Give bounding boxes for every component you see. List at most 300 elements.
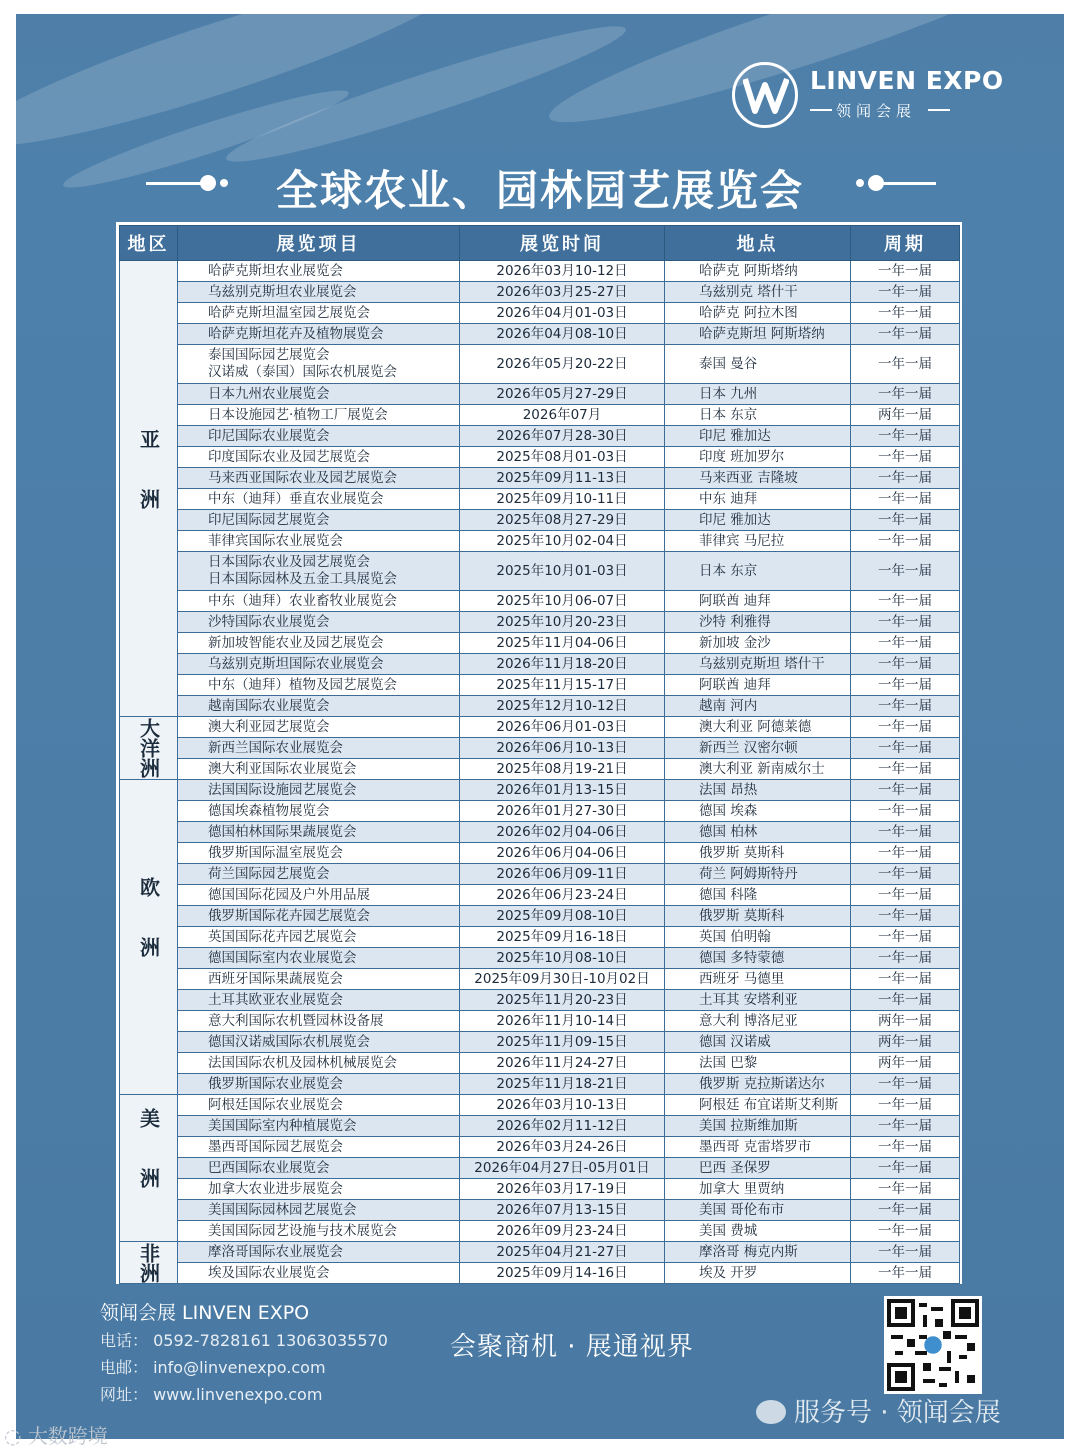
- date-cell: 2026年01月27-30日: [460, 801, 665, 822]
- cycle-cell: 一年一届: [851, 717, 960, 738]
- cycle-cell: 一年一届: [851, 1263, 960, 1284]
- table-row: [120, 1221, 960, 1242]
- project-name: 哈萨克斯坦温室园艺展览会: [208, 304, 370, 321]
- table-row: [120, 1053, 960, 1074]
- project-cell: [178, 780, 460, 801]
- watermark: ◌ 大数跨境: [4, 1424, 108, 1448]
- cycle-cell: 一年一届: [851, 552, 960, 591]
- project-cell: [178, 927, 460, 948]
- cycle-cell: 一年一届: [851, 384, 960, 405]
- date-cell: 2026年07月28-30日: [460, 426, 665, 447]
- loc-cell: 德国 多特蒙德: [665, 948, 851, 969]
- table-row: [120, 303, 960, 324]
- project-cell: [178, 633, 460, 654]
- cycle-cell: 两年一届: [851, 405, 960, 426]
- date-cell: 2025年09月30日-10月02日: [460, 969, 665, 990]
- header-region: 地区: [120, 226, 178, 261]
- date-cell: 2026年06月09-11日: [460, 864, 665, 885]
- project-cell: [178, 1179, 460, 1200]
- table-row: [120, 948, 960, 969]
- header-date: 展览时间: [460, 226, 665, 261]
- table-row: [120, 780, 960, 801]
- project-cell: [178, 696, 460, 717]
- cycle-cell: 一年一届: [851, 906, 960, 927]
- cycle-cell: 一年一届: [851, 1095, 960, 1116]
- project-name: 法国国际农机及园林机械展览会: [208, 1054, 397, 1071]
- loc-cell: 印度 班加罗尔: [665, 447, 851, 468]
- table-row: [120, 591, 960, 612]
- loc-cell: 沙特 利雅得: [665, 612, 851, 633]
- project-name: 美国国际园艺设施与技术展览会: [208, 1222, 397, 1239]
- loc-cell: 加拿大 里贾纳: [665, 1179, 851, 1200]
- header-project: 展览项目: [178, 226, 460, 261]
- table-row: [120, 864, 960, 885]
- table-row: [120, 885, 960, 906]
- loc-cell: 阿根廷 布宜诺斯艾利斯: [665, 1095, 851, 1116]
- project-name: 德国柏林国际果蔬展览会: [208, 823, 357, 840]
- project-cell: [178, 1053, 460, 1074]
- project-name: 印尼国际园艺展览会: [208, 511, 330, 528]
- loc-cell: 德国 科隆: [665, 885, 851, 906]
- cycle-cell: 一年一届: [851, 1158, 960, 1179]
- table-row: [120, 906, 960, 927]
- project-name: 中东（迪拜）农业畜牧业展览会: [208, 592, 397, 609]
- table-row: [120, 717, 960, 738]
- cycle-cell: 一年一届: [851, 927, 960, 948]
- loc-cell: 法国 昂热: [665, 780, 851, 801]
- date-cell: 2026年11月10-14日: [460, 1011, 665, 1032]
- project-name: 西班牙国际果蔬展览会: [208, 970, 343, 987]
- project-cell: [178, 1074, 460, 1095]
- project-cell: [178, 1263, 460, 1284]
- cycle-cell: 一年一届: [851, 759, 960, 780]
- exhibition-table: [116, 222, 962, 1284]
- region-cell: 非洲: [120, 1242, 178, 1284]
- date-cell: 2026年11月24-27日: [460, 1053, 665, 1074]
- date-cell: 2026年07月13-15日: [460, 1200, 665, 1221]
- cycle-cell: 一年一届: [851, 591, 960, 612]
- table-row: [120, 990, 960, 1011]
- project-name: 澳大利亚园艺展览会: [208, 718, 330, 735]
- cycle-cell: 一年一届: [851, 282, 960, 303]
- cycle-cell: 一年一届: [851, 654, 960, 675]
- project-cell: [178, 822, 460, 843]
- cycle-cell: 一年一届: [851, 261, 960, 282]
- loc-cell: 德国 汉诺威: [665, 1032, 851, 1053]
- table-row: [120, 447, 960, 468]
- loc-cell: 俄罗斯 莫斯科: [665, 906, 851, 927]
- title-row: [16, 154, 1064, 216]
- table-row: [120, 552, 960, 591]
- table-row: [120, 1074, 960, 1095]
- table-row: [120, 696, 960, 717]
- date-cell: 2026年11月18-20日: [460, 654, 665, 675]
- project-cell: [178, 468, 460, 489]
- cycle-cell: 一年一届: [851, 510, 960, 531]
- loc-cell: 美国 拉斯维加斯: [665, 1116, 851, 1137]
- slogan: 会聚商机 · 展通视界: [450, 1332, 694, 1362]
- loc-cell: 哈萨克 阿拉木图: [665, 303, 851, 324]
- date-cell: 2026年04月27日-05月01日: [460, 1158, 665, 1179]
- cycle-cell: 一年一届: [851, 801, 960, 822]
- project-cell: [178, 552, 460, 591]
- loc-cell: 马来西亚 吉隆坡: [665, 468, 851, 489]
- project-cell: [178, 447, 460, 468]
- loc-cell: 哈萨克斯坦 阿斯塔纳: [665, 324, 851, 345]
- date-cell: 2026年06月23-24日: [460, 885, 665, 906]
- footer-company: 领闻会展 LINVEN EXPO: [100, 1302, 310, 1324]
- project-cell: [178, 282, 460, 303]
- table-row: [120, 405, 960, 426]
- cycle-cell: 一年一届: [851, 843, 960, 864]
- table-row: [120, 1137, 960, 1158]
- region-cell: 大洋洲: [120, 717, 178, 780]
- project-cell: [178, 906, 460, 927]
- header-cycle: 周期: [851, 226, 960, 261]
- project-name: 日本设施园艺·植物工厂展览会: [208, 406, 388, 423]
- table-row: [120, 1032, 960, 1053]
- cycle-cell: 一年一届: [851, 675, 960, 696]
- table-row: [120, 426, 960, 447]
- service-account-label: 服务号 · 领闻会展: [794, 1398, 1001, 1428]
- date-cell: 2026年02月11-12日: [460, 1116, 665, 1137]
- table-row: [120, 1011, 960, 1032]
- project-cell: [178, 1137, 460, 1158]
- cycle-cell: 一年一届: [851, 426, 960, 447]
- date-cell: 2025年08月01-03日: [460, 447, 665, 468]
- region-cell: 亚洲: [120, 261, 178, 717]
- project-name: 澳大利亚国际农业展览会: [208, 760, 357, 777]
- project-cell: [178, 531, 460, 552]
- cycle-cell: 一年一届: [851, 531, 960, 552]
- loc-cell: 日本 东京: [665, 552, 851, 591]
- loc-cell: 美国 费城: [665, 1221, 851, 1242]
- project-cell: [178, 1032, 460, 1053]
- date-cell: 2026年03月10-13日: [460, 1095, 665, 1116]
- cycle-cell: 一年一届: [851, 612, 960, 633]
- date-cell: 2026年05月27-29日: [460, 384, 665, 405]
- date-cell: 2025年11月04-06日: [460, 633, 665, 654]
- table-row: [120, 1095, 960, 1116]
- date-cell: 2026年07月: [460, 405, 665, 426]
- cycle-cell: 一年一届: [851, 1200, 960, 1221]
- loc-cell: 巴西 圣保罗: [665, 1158, 851, 1179]
- project-name: 乌兹别克斯坦农业展览会: [208, 283, 357, 300]
- region-cell: 美洲: [120, 1095, 178, 1242]
- table-row: [120, 759, 960, 780]
- project-cell: [178, 261, 460, 282]
- date-cell: 2025年10月06-07日: [460, 591, 665, 612]
- project-name: 德国国际花园及户外用品展: [208, 886, 370, 903]
- loc-cell: 德国 柏林: [665, 822, 851, 843]
- project-name: 土耳其欧亚农业展览会: [208, 991, 343, 1008]
- loc-cell: 摩洛哥 梅克内斯: [665, 1242, 851, 1263]
- brand-name-cn: 领闻会展: [836, 102, 917, 120]
- loc-cell: 俄罗斯 克拉斯诺达尔: [665, 1074, 851, 1095]
- project-cell: [178, 405, 460, 426]
- table-row: [120, 801, 960, 822]
- loc-cell: 菲律宾 马尼拉: [665, 531, 851, 552]
- project-name: 日本国际农业及园艺展览会: [208, 554, 370, 570]
- project-name: 俄罗斯国际温室展览会: [208, 844, 343, 861]
- cycle-cell: 一年一届: [851, 780, 960, 801]
- date-cell: 2025年11月15-17日: [460, 675, 665, 696]
- date-cell: 2025年10月20-23日: [460, 612, 665, 633]
- footer-email: 电邮： info@linvenexpo.com: [100, 1358, 326, 1377]
- cycle-cell: 一年一届: [851, 738, 960, 759]
- watermark-text: 大数跨境: [27, 1424, 108, 1448]
- loc-cell: 澳大利亚 新南威尔士: [665, 759, 851, 780]
- project-name: 哈萨克斯坦花卉及植物展览会: [208, 325, 384, 342]
- project-name: 美国国际园林园艺展览会: [208, 1201, 357, 1218]
- logo-mark-icon: [732, 62, 798, 128]
- project-cell: [178, 1095, 460, 1116]
- loc-cell: 越南 河内: [665, 696, 851, 717]
- loc-cell: 埃及 开罗: [665, 1263, 851, 1284]
- cycle-cell: 一年一届: [851, 447, 960, 468]
- project-cell: [178, 843, 460, 864]
- date-cell: 2025年11月18-21日: [460, 1074, 665, 1095]
- project-name: 德国汉诺威国际农机展览会: [208, 1033, 370, 1050]
- table-row: [120, 1263, 960, 1284]
- project-cell: [178, 591, 460, 612]
- cycle-cell: 一年一届: [851, 948, 960, 969]
- project-name: 墨西哥国际园艺展览会: [208, 1138, 343, 1155]
- project-name: 加拿大农业进步展览会: [208, 1180, 343, 1197]
- loc-cell: 俄罗斯 莫斯科: [665, 843, 851, 864]
- loc-cell: 新加坡 金沙: [665, 633, 851, 654]
- poster: [16, 14, 1064, 1439]
- table-row: [120, 1200, 960, 1221]
- cycle-cell: 一年一届: [851, 696, 960, 717]
- project-cell: [178, 384, 460, 405]
- date-cell: 2026年09月23-24日: [460, 1221, 665, 1242]
- cycle-cell: 一年一届: [851, 969, 960, 990]
- date-cell: 2025年09月10-11日: [460, 489, 665, 510]
- date-cell: 2026年03月17-19日: [460, 1179, 665, 1200]
- date-cell: 2025年04月21-27日: [460, 1242, 665, 1263]
- cycle-cell: 一年一届: [851, 345, 960, 384]
- date-cell: 2025年09月08-10日: [460, 906, 665, 927]
- project-name: 俄罗斯国际花卉园艺展览会: [208, 907, 370, 924]
- table-row: [120, 654, 960, 675]
- page-title: 全球农业、园林园艺展览会: [275, 166, 804, 215]
- project-cell: [178, 1158, 460, 1179]
- project-name: 乌兹别克斯坦国际农业展览会: [208, 655, 384, 672]
- cycle-cell: 一年一届: [851, 489, 960, 510]
- project-cell: [178, 510, 460, 531]
- project-name: 德国埃森植物展览会: [208, 802, 330, 819]
- table-row: [120, 969, 960, 990]
- brand-name-en: LINVEN EXPO: [810, 66, 1004, 95]
- project-name-secondary: 汉诺威（泰国）国际农机展览会: [208, 364, 397, 380]
- table-body: [120, 261, 960, 1284]
- project-name-secondary: 日本国际园林及五金工具展览会: [208, 571, 397, 587]
- loc-cell: 美国 哥伦布市: [665, 1200, 851, 1221]
- table-row: [120, 927, 960, 948]
- project-cell: [178, 864, 460, 885]
- project-name: 新加坡智能农业及园艺展览会: [208, 634, 384, 651]
- loc-cell: 德国 埃森: [665, 801, 851, 822]
- date-cell: 2026年05月20-22日: [460, 345, 665, 384]
- cycle-cell: 一年一届: [851, 303, 960, 324]
- date-cell: 2026年03月25-27日: [460, 282, 665, 303]
- cycle-cell: 两年一届: [851, 1053, 960, 1074]
- table-row: [120, 1116, 960, 1137]
- date-cell: 2026年04月01-03日: [460, 303, 665, 324]
- date-cell: 2026年02月04-06日: [460, 822, 665, 843]
- date-cell: 2025年08月27-29日: [460, 510, 665, 531]
- date-cell: 2025年08月19-21日: [460, 759, 665, 780]
- table-row: [120, 1158, 960, 1179]
- project-name: 沙特国际农业展览会: [208, 613, 330, 630]
- loc-cell: 日本 九州: [665, 384, 851, 405]
- project-cell: [178, 345, 460, 384]
- footer-website[interactable]: 网址： www.linvenexpo.com: [100, 1385, 323, 1404]
- date-cell: 2026年03月10-12日: [460, 261, 665, 282]
- table-row: [120, 1242, 960, 1263]
- table-row: [120, 510, 960, 531]
- loc-cell: 中东 迪拜: [665, 489, 851, 510]
- cycle-cell: 两年一届: [851, 1011, 960, 1032]
- date-cell: 2025年11月20-23日: [460, 990, 665, 1011]
- cycle-cell: 一年一届: [851, 633, 960, 654]
- loc-cell: 阿联酋 迪拜: [665, 675, 851, 696]
- table-row: [120, 633, 960, 654]
- date-cell: 2025年11月09-15日: [460, 1032, 665, 1053]
- cycle-cell: 一年一届: [851, 1116, 960, 1137]
- loc-cell: 乌兹别克斯坦 塔什干: [665, 654, 851, 675]
- region-cell: 欧洲: [120, 780, 178, 1095]
- table-row: [120, 531, 960, 552]
- qr-code-icon: [884, 1296, 982, 1394]
- project-cell: [178, 717, 460, 738]
- table-row: [120, 1179, 960, 1200]
- project-name: 中东（迪拜）植物及园艺展览会: [208, 676, 397, 693]
- cycle-cell: 一年一届: [851, 822, 960, 843]
- project-name: 日本九州农业展览会: [208, 385, 330, 402]
- project-name: 哈萨克斯坦农业展览会: [208, 262, 343, 279]
- cycle-cell: 一年一届: [851, 1074, 960, 1095]
- project-cell: [178, 759, 460, 780]
- wechat-icon: [756, 1400, 786, 1424]
- table-row: [120, 384, 960, 405]
- brand-logo: [732, 62, 1004, 142]
- date-cell: 2025年10月01-03日: [460, 552, 665, 591]
- table-row: [120, 261, 960, 282]
- project-cell: [178, 1200, 460, 1221]
- cycle-cell: 一年一届: [851, 885, 960, 906]
- project-name: 英国国际花卉园艺展览会: [208, 928, 357, 945]
- project-cell: [178, 324, 460, 345]
- date-cell: 2026年03月24-26日: [460, 1137, 665, 1158]
- table-row: [120, 822, 960, 843]
- table-header-row: [120, 226, 960, 261]
- project-cell: [178, 990, 460, 1011]
- project-cell: [178, 948, 460, 969]
- date-cell: 2025年09月11-13日: [460, 468, 665, 489]
- table-row: [120, 738, 960, 759]
- project-cell: [178, 969, 460, 990]
- table-row: [120, 612, 960, 633]
- date-cell: 2026年01月13-15日: [460, 780, 665, 801]
- loc-cell: 英国 伯明翰: [665, 927, 851, 948]
- table-row: [120, 468, 960, 489]
- cycle-cell: 一年一届: [851, 864, 960, 885]
- cycle-cell: 一年一届: [851, 324, 960, 345]
- loc-cell: 哈萨克 阿斯塔纳: [665, 261, 851, 282]
- cycle-cell: 一年一届: [851, 1221, 960, 1242]
- project-name: 美国国际室内种植展览会: [208, 1117, 357, 1134]
- project-cell: [178, 426, 460, 447]
- table-row: [120, 282, 960, 303]
- project-cell: [178, 801, 460, 822]
- date-cell: 2025年09月16-18日: [460, 927, 665, 948]
- loc-cell: 意大利 博洛尼亚: [665, 1011, 851, 1032]
- cycle-cell: 一年一届: [851, 1242, 960, 1263]
- loc-cell: 印尼 雅加达: [665, 510, 851, 531]
- project-name: 马来西亚国际农业及园艺展览会: [208, 469, 397, 486]
- date-cell: 2026年06月10-13日: [460, 738, 665, 759]
- loc-cell: 日本 东京: [665, 405, 851, 426]
- date-cell: 2025年09月14-16日: [460, 1263, 665, 1284]
- project-name: 意大利国际农机暨园林设备展: [208, 1012, 384, 1029]
- loc-cell: 澳大利亚 阿德莱德: [665, 717, 851, 738]
- project-name: 巴西国际农业展览会: [208, 1159, 330, 1176]
- project-cell: [178, 1221, 460, 1242]
- project-name: 中东（迪拜）垂直农业展览会: [208, 490, 384, 507]
- project-cell: [178, 675, 460, 696]
- cycle-cell: 一年一届: [851, 1137, 960, 1158]
- table-row: [120, 675, 960, 696]
- service-account: [756, 1392, 1001, 1429]
- cycle-cell: 两年一届: [851, 1032, 960, 1053]
- project-cell: [178, 885, 460, 906]
- project-cell: [178, 1242, 460, 1263]
- project-name: 法国国际设施园艺展览会: [208, 781, 357, 798]
- project-name: 菲律宾国际农业展览会: [208, 532, 343, 549]
- project-name: 阿根廷国际农业展览会: [208, 1096, 343, 1113]
- date-cell: 2025年10月08-10日: [460, 948, 665, 969]
- loc-cell: 泰国 曼谷: [665, 345, 851, 384]
- table-row: [120, 345, 960, 384]
- project-name: 新西兰国际农业展览会: [208, 739, 343, 756]
- cycle-cell: 一年一届: [851, 1179, 960, 1200]
- project-cell: [178, 303, 460, 324]
- project-name: 泰国国际园艺展览会: [208, 347, 330, 363]
- project-name: 德国国际室内农业展览会: [208, 949, 357, 966]
- loc-cell: 乌兹别克 塔什干: [665, 282, 851, 303]
- date-cell: 2026年04月08-10日: [460, 324, 665, 345]
- project-cell: [178, 738, 460, 759]
- table-row: [120, 489, 960, 510]
- project-name: 越南国际农业展览会: [208, 697, 330, 714]
- project-name: 埃及国际农业展览会: [208, 1264, 330, 1281]
- project-name: 荷兰国际园艺展览会: [208, 865, 330, 882]
- date-cell: 2026年06月01-03日: [460, 717, 665, 738]
- loc-cell: 新西兰 汉密尔顿: [665, 738, 851, 759]
- header-location: 地点: [665, 226, 851, 261]
- date-cell: 2025年10月02-04日: [460, 531, 665, 552]
- table-row: [120, 843, 960, 864]
- project-name: 摩洛哥国际农业展览会: [208, 1243, 343, 1260]
- project-cell: [178, 1116, 460, 1137]
- project-cell: [178, 489, 460, 510]
- project-cell: [178, 1011, 460, 1032]
- table-row: [120, 324, 960, 345]
- footer-phone: 电话： 0592-7828161 13063035570: [100, 1331, 388, 1350]
- loc-cell: 印尼 雅加达: [665, 426, 851, 447]
